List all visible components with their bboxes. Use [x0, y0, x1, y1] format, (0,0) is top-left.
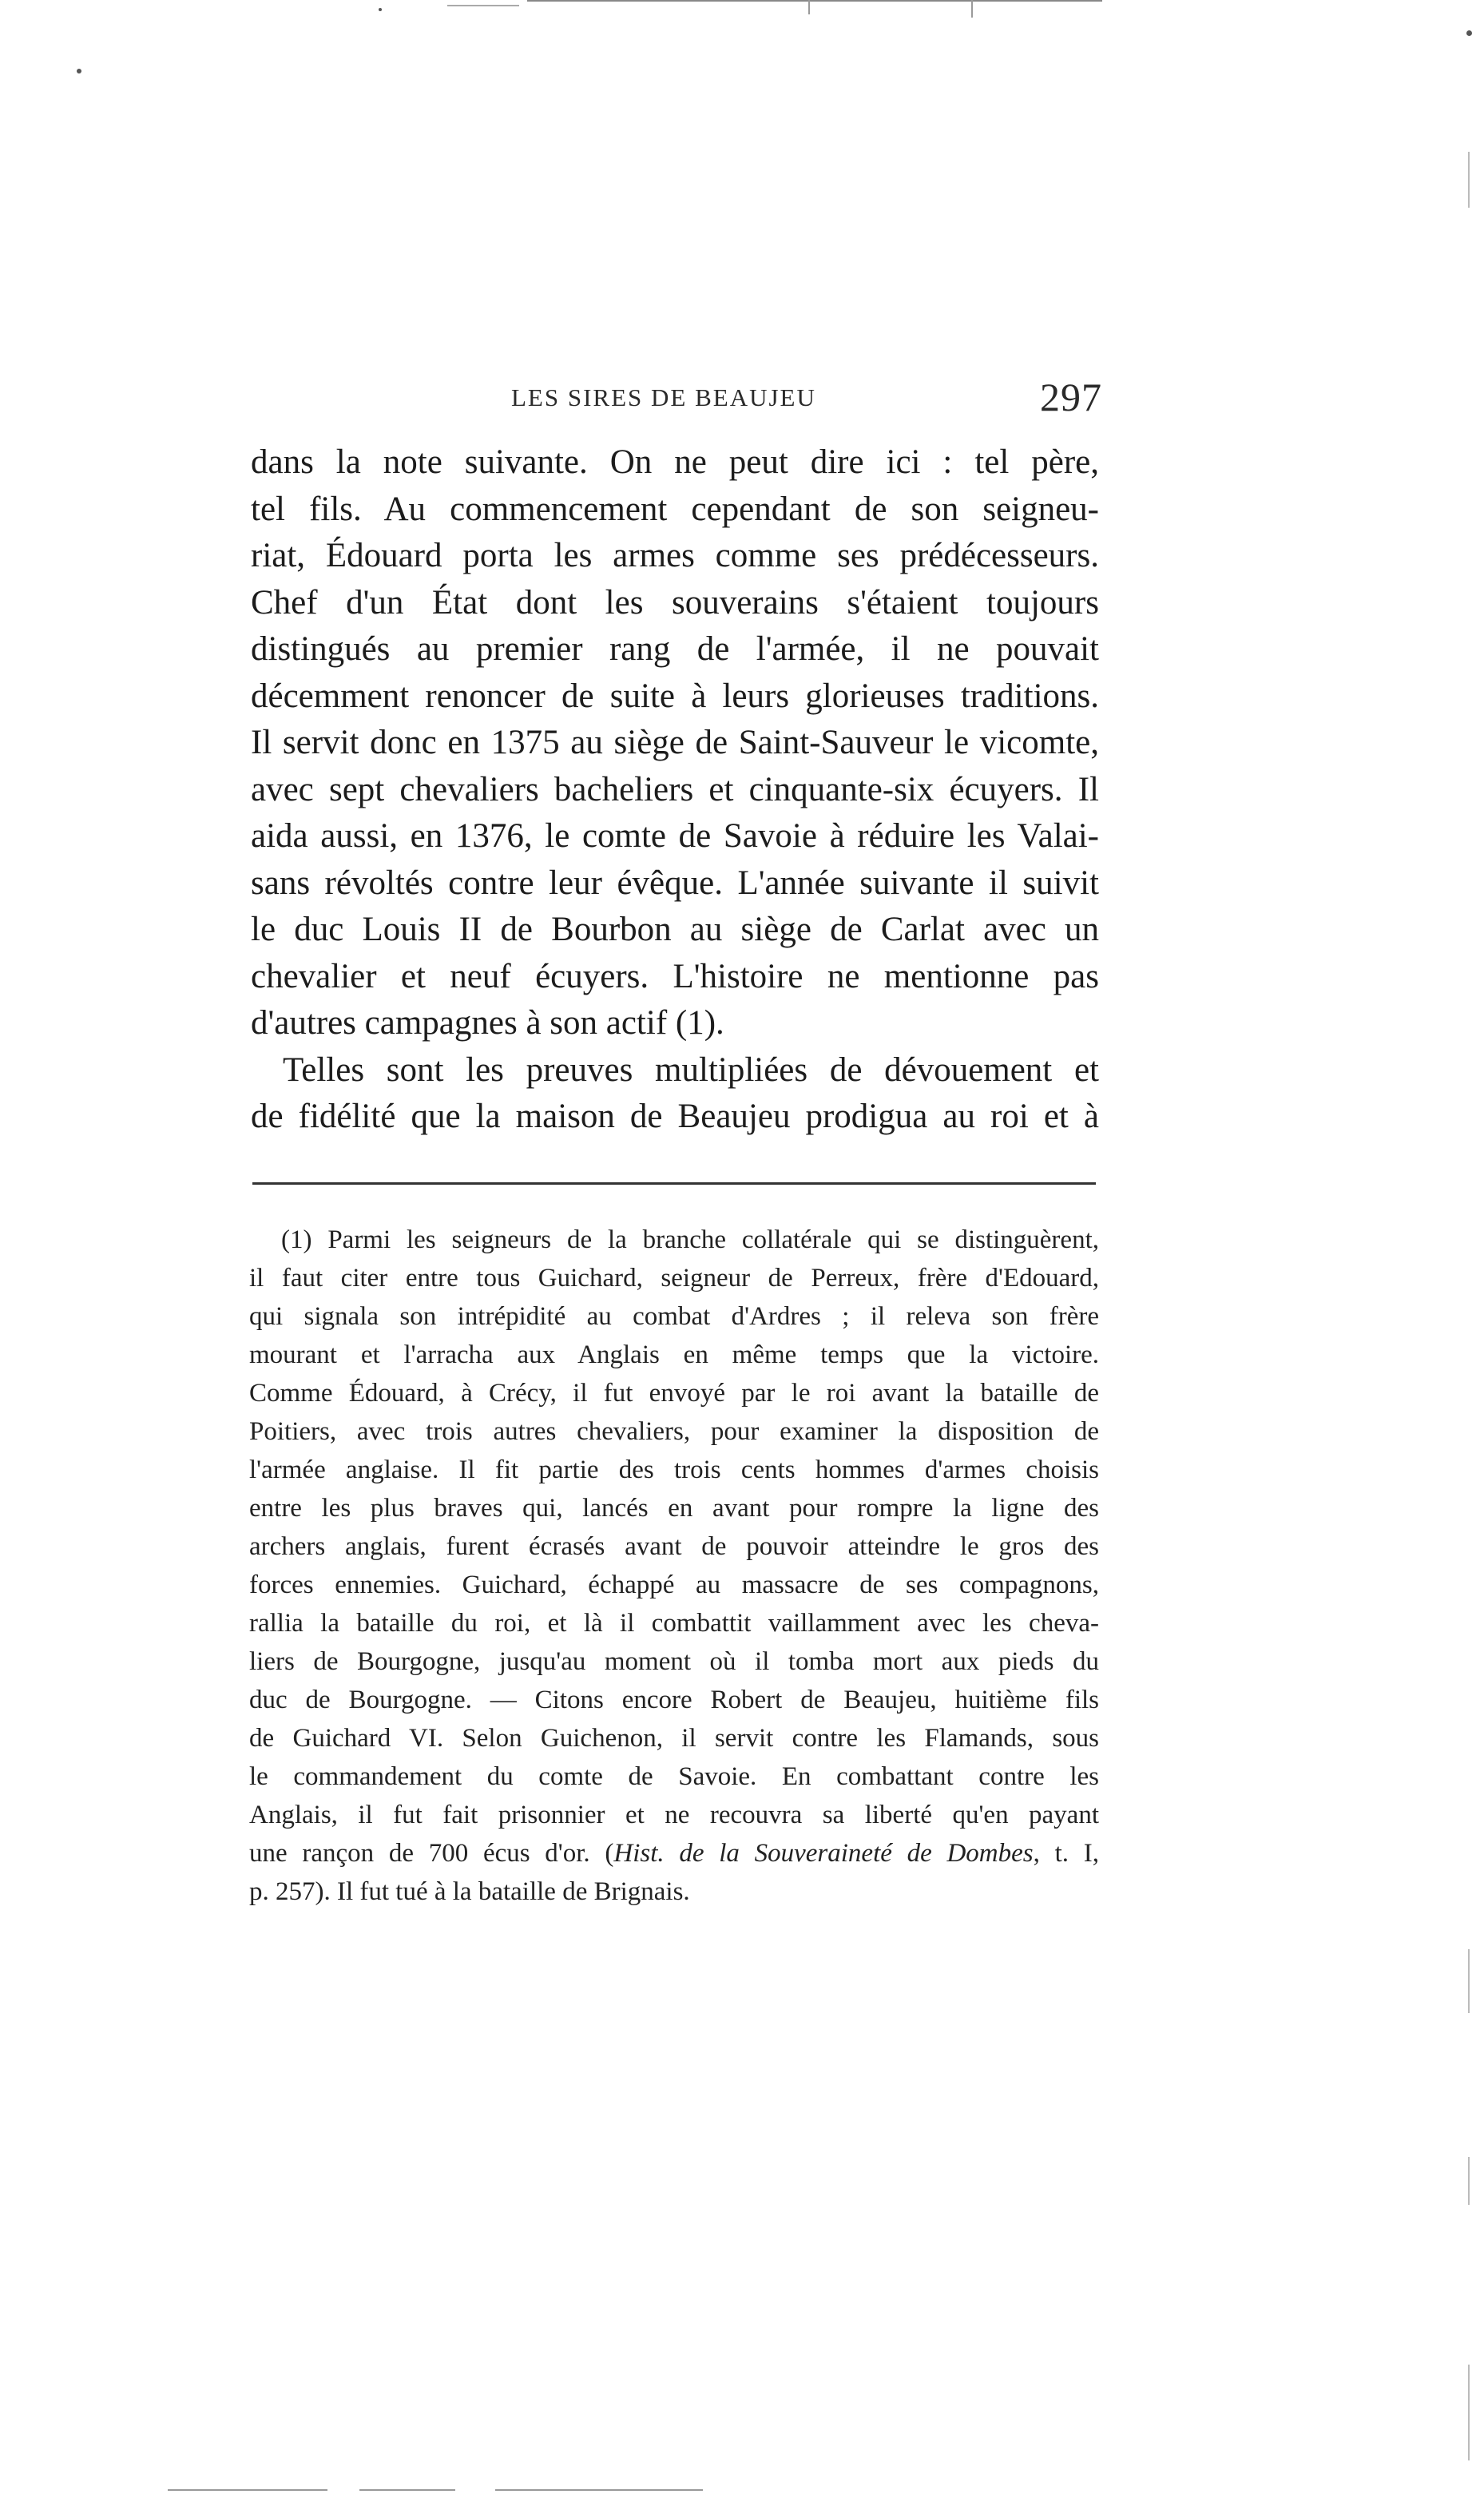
page-number: 297: [1040, 375, 1102, 419]
body-line: de fidélité que la maison de Beaujeu prodigua au roi et à: [251, 1098, 1099, 1135]
body-line: le duc Louis II de Bourbon au siège de Carlat avec un: [251, 911, 1099, 948]
footnote-line: le commandement du comte de Savoie. En combattant contre les: [249, 1762, 1099, 1791]
footnote-line: Anglais, il fut fait prisonnier et ne recouvra sa liberté qu'en payant: [249, 1801, 1099, 1829]
footnote-line: de Guichard VI. Selon Guichenon, il servit contre les Flamands, sous: [249, 1724, 1099, 1753]
scan-artifact-top-line: [527, 0, 1102, 2]
scan-artifact-bottom-line: [359, 2489, 455, 2491]
footnote-separator: [252, 1182, 1096, 1185]
body-line: décemment renoncer de suite à leurs glorieuses traditions.: [251, 677, 1099, 715]
footnote-line: mourant et l'arracha aux Anglais en même temps que la victoire.: [249, 1340, 1099, 1369]
scan-artifact-dot: [1466, 30, 1472, 36]
body-line: d'autres campagnes à son actif (1).: [251, 1004, 724, 1042]
footnote-block: [249, 1221, 1099, 1911]
body-line: distingués au premier rang de l'armée, il ne pouvait: [251, 630, 1099, 668]
scan-artifact-right-edge: [1468, 2157, 1470, 2205]
footnote-line: liers de Bourgogne, jusqu'au moment où il tomba mort aux pieds du: [249, 1647, 1099, 1676]
footnote-line: (1) Parmi les seigneurs de la branche collatérale qui se distinguèrent,: [281, 1225, 1099, 1254]
footnote-line: il faut citer entre tous Guichard, seigneur de Perreux, frère d'Edouard,: [249, 1264, 1099, 1293]
body-line: sans révoltés contre leur évêque. L'année suivante il suivit: [251, 864, 1099, 902]
citation-title: Hist. de la Souveraineté de Dombes: [613, 1839, 1034, 1868]
body-line: Il servit donc en 1375 au siège de Saint-Sauveur le vicomte,: [251, 724, 1099, 761]
scan-artifact-top-tick-2: [971, 0, 973, 18]
body-line: tel fils. Au commencement cependant de son seigneu-: [251, 490, 1099, 528]
footnote-line-with-citation: [249, 1834, 1099, 1873]
body-line: dans la note suivante. On ne peut dire ici : tel père,: [251, 443, 1099, 481]
footnote-line-text: une rançon de 700 écus d'or.: [249, 1839, 590, 1868]
body-text: [251, 439, 1099, 1141]
body-line: Chef d'un État dont les souverains s'étaient toujours: [251, 583, 1099, 622]
footnote-line: rallia la bataille du roi, et là il combattit vaillamment avec les cheva-: [249, 1609, 1099, 1638]
scan-artifact-dot: [379, 8, 382, 11]
body-line: avec sept chevaliers bacheliers et cinquante-six écuyers. Il: [251, 770, 1099, 808]
citation-open: (: [605, 1839, 614, 1868]
footnote-line: p. 257). Il fut tué à la bataille de Brignais.: [249, 1877, 690, 1906]
footnote-line: qui signala son intrépidité au combat d'Ardres ; il releva son frère: [249, 1302, 1099, 1331]
scan-artifact-bottom-line: [168, 2489, 327, 2491]
scan-artifact-right-edge: [1468, 152, 1470, 208]
footnote-line: Poitiers, avec trois autres chevaliers, pour examiner la disposition de: [249, 1417, 1099, 1446]
body-line: riat, Édouard porta les armes comme ses prédécesseurs.: [251, 537, 1099, 574]
footnote-line: archers anglais, furent écrasés avant de pouvoir atteindre le gros des: [249, 1532, 1099, 1561]
footnote-line: entre les plus braves qui, lancés en avant pour rompre la ligne des: [249, 1494, 1099, 1523]
scan-artifact-top-tick: [808, 0, 810, 14]
scan-artifact-dot: [77, 69, 81, 73]
footnote-line: Comme Édouard, à Crécy, il fut envoyé par le roi avant la bataille de: [249, 1379, 1099, 1408]
scan-artifact-right-edge: [1468, 2365, 1470, 2460]
scan-artifact-top-short-line: [447, 5, 519, 6]
scan-artifact-bottom-line: [495, 2489, 703, 2491]
body-line: aida aussi, en 1376, le comte de Savoie à réduire les Valai-: [251, 817, 1099, 855]
running-head-title: LES SIRES DE BEAUJEU: [511, 383, 816, 411]
citation-volume: , t. I,: [1033, 1839, 1099, 1868]
body-line: chevalier et neuf écuyers. L'histoire ne mentionne pas: [251, 957, 1099, 995]
footnote-line: duc de Bourgogne. — Citons encore Robert de Beaujeu, huitième fils: [249, 1686, 1099, 1714]
footnote-line: l'armée anglaise. Il fit partie des trois cents hommes d'armes choisis: [249, 1456, 1099, 1484]
scan-artifact-right-edge: [1468, 1949, 1470, 2013]
footnote-line: forces ennemies. Guichard, échappé au massacre de ses compagnons,: [249, 1571, 1099, 1599]
body-line: Telles sont les preuves multipliées de dévouement et: [283, 1050, 1099, 1089]
